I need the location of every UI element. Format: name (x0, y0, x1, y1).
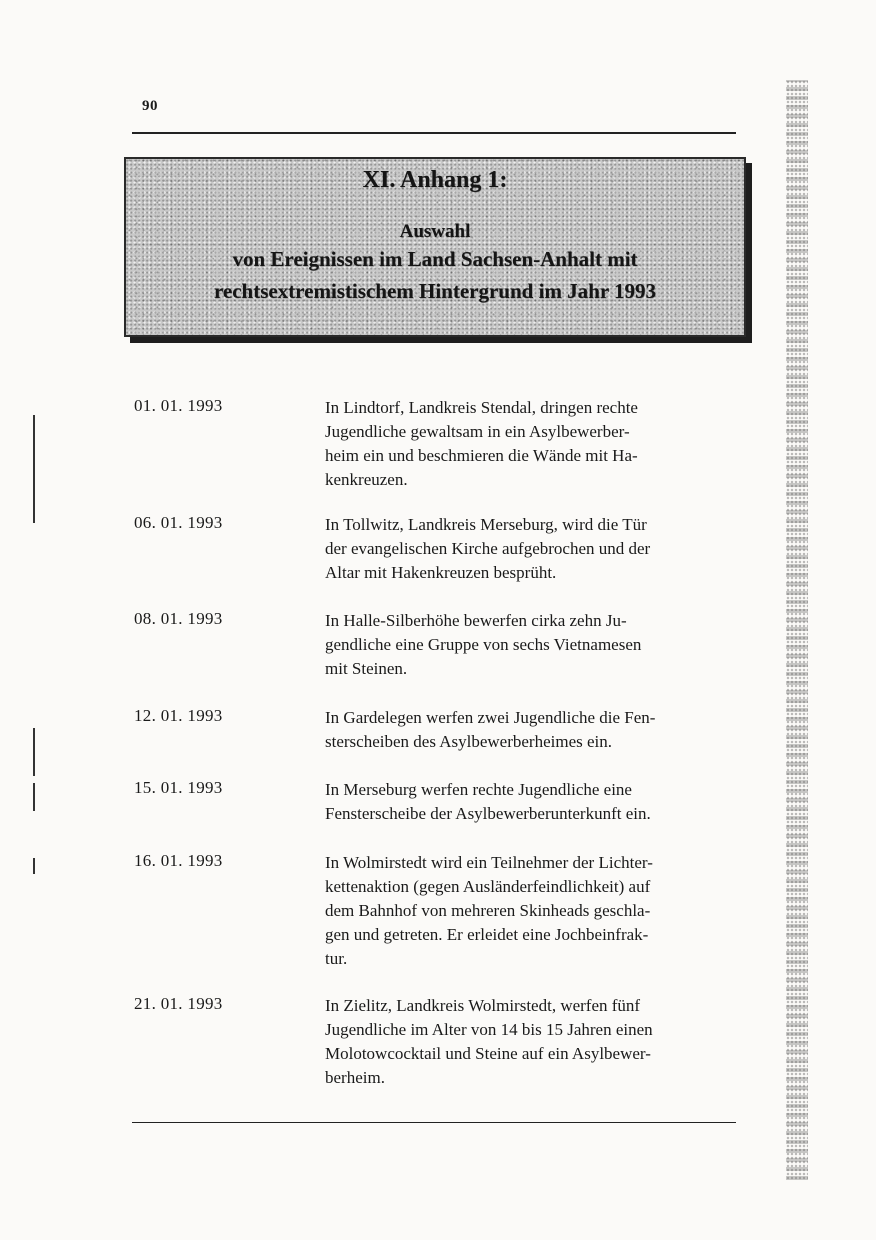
text-line: In Merseburg werfen rechte Jugendliche eine (325, 780, 632, 799)
event-description (325, 609, 743, 681)
text-line: In Zielitz, Landkreis Wolmirstedt, werfen fünf (325, 996, 641, 1015)
page-number: 90 (142, 98, 158, 114)
text-line: gen und getreten. Er erleidet eine Jochbeinfrak- (325, 925, 649, 944)
text-line: Jugendliche im Alter von 14 bis 15 Jahren einen (325, 1020, 653, 1039)
text-line: In Lindtorf, Landkreis Stendal, dringen rechte (325, 398, 638, 417)
event-date: 06. 01. 1993 (134, 513, 223, 532)
text-line: In Halle-Silberhöhe bewerfen cirka zehn Ju- (325, 611, 627, 630)
title-line: von Ereignissen im Land Sachsen-Anhalt mit (232, 247, 638, 271)
text-line: gendliche eine Gruppe von sechs Vietnamesen (325, 635, 642, 654)
event-date: 16. 01. 1993 (134, 851, 223, 870)
title-line: rechtsextremistischem Hintergrund im Jahr 1993 (213, 279, 657, 303)
event-description (325, 994, 743, 1090)
title-line: Auswahl (399, 221, 471, 242)
event-date: 21. 01. 1993 (134, 994, 223, 1013)
text-line: In Wolmirstedt wird ein Teilnehmer der Lichter- (325, 853, 653, 872)
header-rule (132, 132, 736, 134)
text-line: Fensterscheibe der Asylbewerberunterkunft ein. (325, 804, 651, 823)
footer-rule (132, 1122, 736, 1123)
text-line: dem Bahnhof von mehreren Skinheads geschla- (325, 901, 651, 920)
event-date: 15. 01. 1993 (134, 778, 223, 797)
margin-mark (33, 858, 35, 874)
text-line: sterscheiben des Asylbewerberheimes ein. (325, 732, 613, 751)
text-line: tur. (325, 949, 348, 968)
title-box (124, 157, 746, 337)
text-line: der evangelischen Kirche aufgebrochen und der (325, 539, 651, 558)
text-line: mit Steinen. (325, 659, 408, 678)
text-line: heim ein und beschmieren die Wände mit Ha- (325, 446, 638, 465)
text-line: kettenaktion (gegen Ausländerfeindlichkeit) auf (325, 877, 651, 896)
text-line: In Gardelegen werfen zwei Jugendliche die Fen- (325, 708, 656, 727)
event-description (325, 396, 743, 492)
margin-mark (33, 783, 35, 811)
event-description (325, 851, 743, 971)
text-line: berheim. (325, 1068, 385, 1087)
text-line: Altar mit Hakenkreuzen besprüht. (325, 563, 557, 582)
section-heading: XI. Anhang 1: (362, 167, 508, 193)
margin-mark (33, 415, 35, 523)
event-date: 12. 01. 1993 (134, 706, 223, 725)
text-line: Jugendliche gewaltsam in ein Asylbewerber- (325, 422, 630, 441)
scan-edge-artifact (786, 80, 808, 1180)
text-line: kenkreuzen. (325, 470, 408, 489)
event-description (325, 778, 743, 826)
margin-mark (33, 728, 35, 776)
text-line: In Tollwitz, Landkreis Merseburg, wird die Tür (325, 515, 647, 534)
event-description (325, 513, 743, 585)
event-date: 08. 01. 1993 (134, 609, 223, 628)
text-line: Molotowcocktail und Steine auf ein Asylbewer- (325, 1044, 651, 1063)
event-date: 01. 01. 1993 (134, 396, 223, 415)
event-description (325, 706, 743, 754)
